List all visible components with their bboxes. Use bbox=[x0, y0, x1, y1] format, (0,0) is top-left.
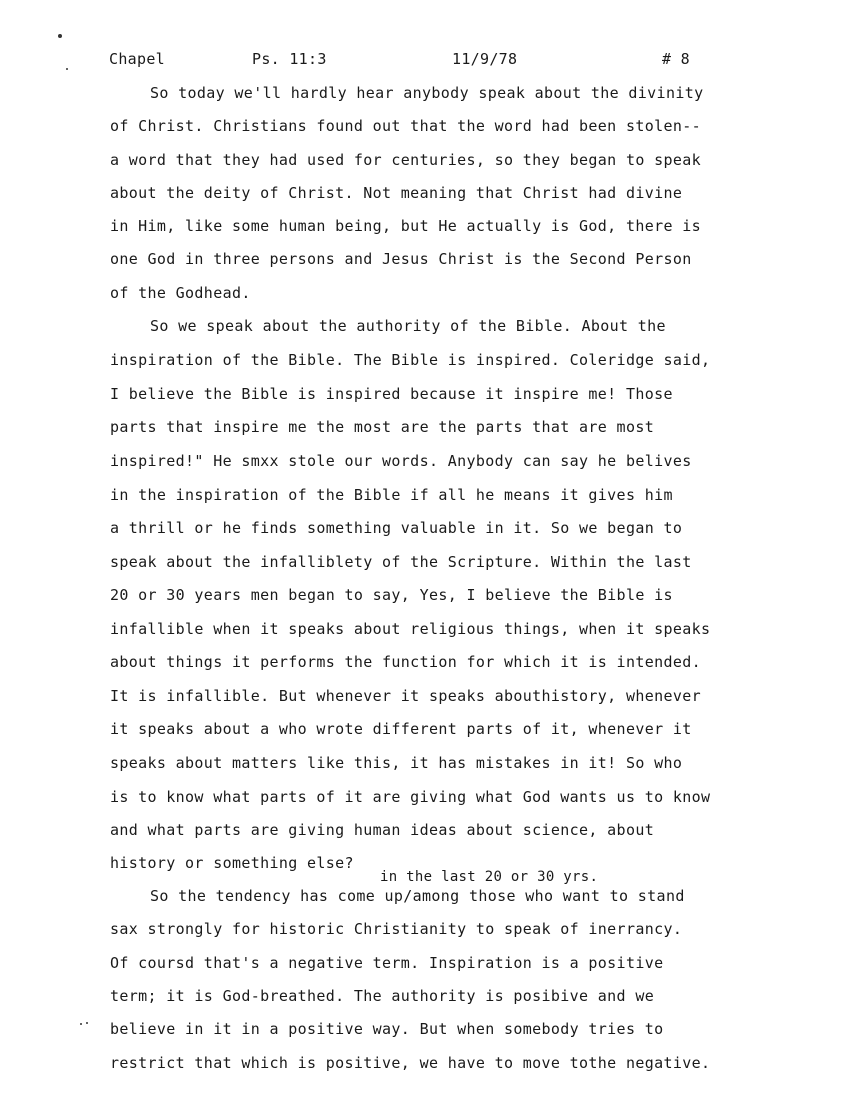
text-line: term; it is God-breathed. The authority is posibive and we bbox=[110, 987, 655, 1005]
text-line: one God in three persons and Jesus Christ is the Second Person bbox=[110, 250, 692, 268]
text-line: So we speak about the authority of the Bible. About the bbox=[150, 317, 666, 335]
text-line: restrict that which is positive, we have to move tothe negative. bbox=[110, 1054, 711, 1072]
header-date: 11/9/78 bbox=[452, 50, 518, 68]
header-page-number: # 8 bbox=[662, 50, 690, 68]
text-line: and what parts are giving human ideas about science, about bbox=[110, 821, 655, 839]
text-line: about the deity of Christ. Not meaning that Christ had divine bbox=[110, 184, 683, 202]
text-line: speak about the infalliblety of the Scripture. Within the last bbox=[110, 553, 692, 571]
text-line: a thrill or he finds something valuable in it. So we began to bbox=[110, 519, 683, 537]
text-line: it speaks about a who wrote different parts of it, whenever it bbox=[110, 720, 692, 738]
scan-speck bbox=[80, 1023, 82, 1025]
header-reference: Ps. 11:3 bbox=[252, 50, 327, 68]
text-line: inspiration of the Bible. The Bible is inspired. Coleridge said, bbox=[110, 351, 711, 369]
text-line: about things it performs the function for which it is intended. bbox=[110, 653, 701, 671]
scan-speck bbox=[86, 1022, 88, 1024]
text-line: sax strongly for historic Christianity to speak of inerrancy. bbox=[110, 920, 683, 938]
text-line: inspired!" He smxx stole our words. Anybody can say he belives bbox=[110, 452, 692, 470]
handwritten-insertion: in the last 20 or 30 yrs. bbox=[380, 869, 599, 885]
text-line: of the Godhead. bbox=[110, 284, 251, 302]
text-line: believe in it in a positive way. But when somebody tries to bbox=[110, 1020, 664, 1038]
text-line: 20 or 30 years men began to say, Yes, I believe the Bible is bbox=[110, 586, 673, 604]
text-line: Of coursd that's a negative term. Inspiration is a positive bbox=[110, 954, 664, 972]
text-line: history or something else? bbox=[110, 854, 354, 872]
text-line: speaks about matters like this, it has mistakes in it! So who bbox=[110, 754, 683, 772]
text-line: I believe the Bible is inspired because it inspire me! Those bbox=[110, 385, 673, 403]
scan-speck bbox=[58, 34, 62, 38]
text-line: of Christ. Christians found out that the word had been stolen-- bbox=[110, 117, 701, 135]
scan-speck bbox=[66, 68, 68, 70]
text-line: is to know what parts of it are giving what God wants us to know bbox=[110, 788, 711, 806]
text-line: a word that they had used for centuries, so they began to speak bbox=[110, 151, 701, 169]
text-line: in Him, like some human being, but He actually is God, there is bbox=[110, 217, 701, 235]
text-line: in the inspiration of the Bible if all he means it gives him bbox=[110, 486, 673, 504]
text-line: parts that inspire me the most are the parts that are most bbox=[110, 418, 655, 436]
text-line: So the tendency has come up/among those who want to stand bbox=[150, 887, 685, 905]
text-line: So today we'll hardly hear anybody speak about the divinity bbox=[150, 84, 704, 102]
header-location: Chapel bbox=[109, 50, 165, 68]
text-line: infallible when it speaks about religious things, when it speaks bbox=[110, 620, 711, 638]
text-line: It is infallible. But whenever it speaks abouthistory, whenever bbox=[110, 687, 701, 705]
